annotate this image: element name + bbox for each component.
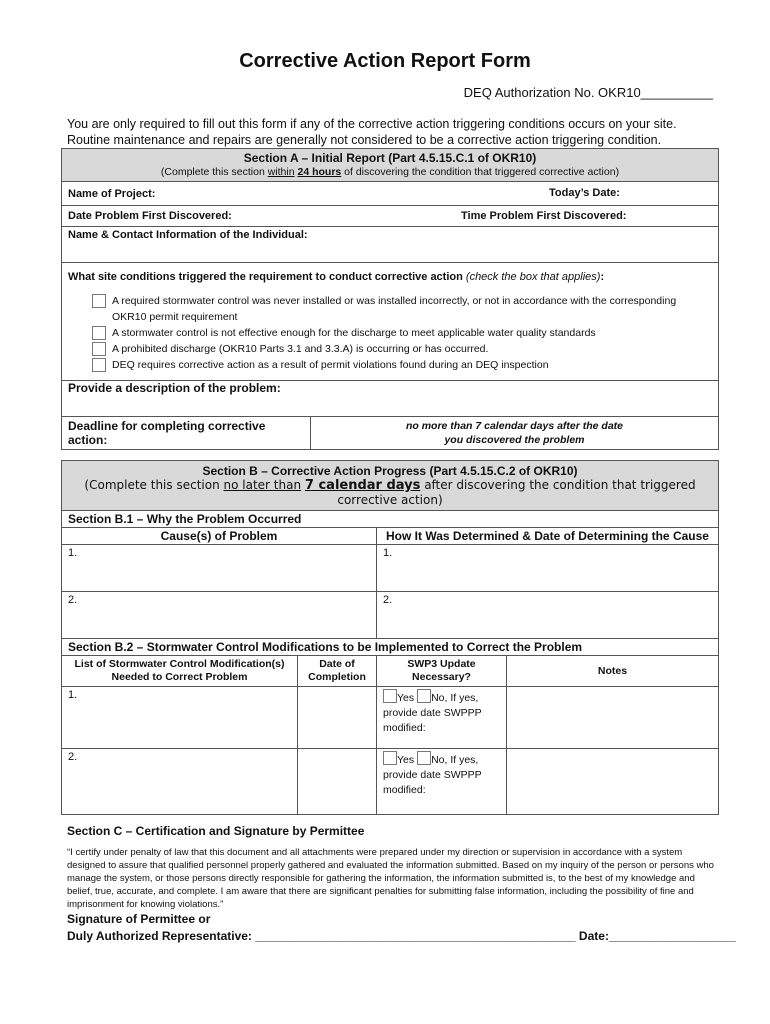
notes-field-1[interactable] [507,687,719,749]
section-a-table [61,148,719,450]
certification-statement: “I certify under penalty of law that this document and all attachments were prepared under my direction or supervision in accordance with a system designed to assure that qualified personnel properly gathered and evaluated the information submitted. Based on my inquiry of the person or persons who manage the system, or those persons directly responsible for gathering the information, the information submitted is, to the best of my knowledge and belief, true, accurate, and complete. I am aware that there are significant penalties for submitting false information, including the possibility of fine and imprisonment for knowing violations.” [67,847,714,910]
triggering-conditions-cell [62,263,719,381]
swp3-update-cell-1: Yes No, If yes, provide date SWPPP modified: [377,687,507,749]
b2-col-swp3-update: SWP3 Update Necessary? [377,656,507,687]
intro-text: You are only required to fill out this form if any of the corrective action triggering conditions occurs on your site. Routine maintenance and repairs are generally not considered to be a corrective action triggering condition. [67,117,677,147]
problem-description-field[interactable] [62,381,719,417]
deadline-label-cell [62,417,311,450]
contact-info-label: Name & Contact Information of the Individual: [68,229,308,241]
deq-authorization-number[interactable]: DEQ Authorization No. OKR10__________ [463,85,713,100]
section-b-table [61,460,719,815]
signature-label: Signature of Permittee or [67,912,211,926]
swp3-update-cell-2: Yes No, If yes, provide date SWPPP modified: [377,749,507,815]
checkbox[interactable] [92,358,106,372]
completion-date-field-2[interactable] [298,749,377,815]
b2-col-notes: Notes [507,656,719,687]
modification-field-2[interactable]: 2. [62,749,298,815]
todays-date-label: Today’s Date: [549,187,620,199]
problem-description-label: Provide a description of the problem: [68,381,281,395]
checkbox[interactable] [92,326,106,340]
section-a-header [62,149,719,182]
b2-col-date-completion: Date of Completion [298,656,377,687]
discovery-row[interactable] [62,206,719,227]
how-determined-field-1[interactable]: 1. [377,545,719,592]
section-b-title: Section B – Corrective Action Progress (Part 4.5.15.C.2 of OKR10) [202,464,578,478]
trigger-option-4[interactable]: DEQ requires corrective action as a result of permit violations found during an DEQ inspection [68,357,712,373]
completion-date-field-1[interactable] [298,687,377,749]
section-b-instructions: (Complete this section no later than 7 calendar days after discovering the condition that triggered corrective action) [84,478,696,507]
section-b-header [62,461,719,511]
no-checkbox[interactable] [417,689,431,703]
checkbox[interactable] [92,342,106,356]
no-checkbox[interactable] [417,751,431,765]
section-a-title: Section A – Initial Report (Part 4.5.15.C.1 of OKR10) [243,151,537,165]
trigger-option-2[interactable]: A stormwater control is not effective enough for the discharge to meet applicable water quality standards [68,325,712,341]
signature-date-line[interactable]: Duly Authorized Representative: ________________________________________________ Date:___________________ [67,929,736,943]
project-row[interactable] [62,182,719,206]
time-discovered-label: Time Problem First Discovered: [461,210,627,222]
section-c-title: Section C – Certification and Signature by Permittee [67,824,365,838]
cause-field-1[interactable]: 1. [62,545,377,592]
triggering-conditions-question: What site conditions triggered the requirement to conduct corrective action (check the box that applies): [68,271,605,283]
cause-field-2[interactable]: 2. [62,592,377,639]
form-title: Corrective Action Report Form [239,50,531,72]
date-discovered-label: Date Problem First Discovered: [68,210,232,222]
how-determined-field-2[interactable]: 2. [377,592,719,639]
trigger-option-3[interactable]: A prohibited discharge (OKR10 Parts 3.1 and 3.3.A) is occurring or has occurred. [68,341,712,357]
section-b2-title: Section B.2 – Stormwater Control Modifications to be Implemented to Correct the Problem [62,639,719,656]
notes-field-2[interactable] [507,749,719,815]
section-b1-title: Section B.1 – Why the Problem Occurred [62,511,719,528]
modification-field-1[interactable]: 1. [62,687,298,749]
yes-checkbox[interactable] [383,751,397,765]
checkbox[interactable] [92,294,106,308]
b1-col-how-determined: How It Was Determined & Date of Determining the Cause [377,528,719,545]
section-a-instructions: (Complete this section within 24 hours of discovering the condition that triggered corrective action) [160,166,620,178]
yes-checkbox[interactable] [383,689,397,703]
project-name-label: Name of Project: [68,187,156,200]
trigger-option-1[interactable]: A required stormwater control was never installed or was installed incorrectly, or not in accordance with the corresponding OKR10 permit requirement [68,293,712,325]
b2-col-modifications: List of Stormwater Control Modification(s) Needed to Correct Problem [62,656,298,687]
contact-info-field[interactable] [62,227,719,263]
deadline-label: Deadline for completing corrective action: [68,419,266,447]
deadline-value: no more than 7 calendar days after the date you discovered the problem [311,417,719,450]
b1-col-cause: Cause(s) of Problem [62,528,377,545]
